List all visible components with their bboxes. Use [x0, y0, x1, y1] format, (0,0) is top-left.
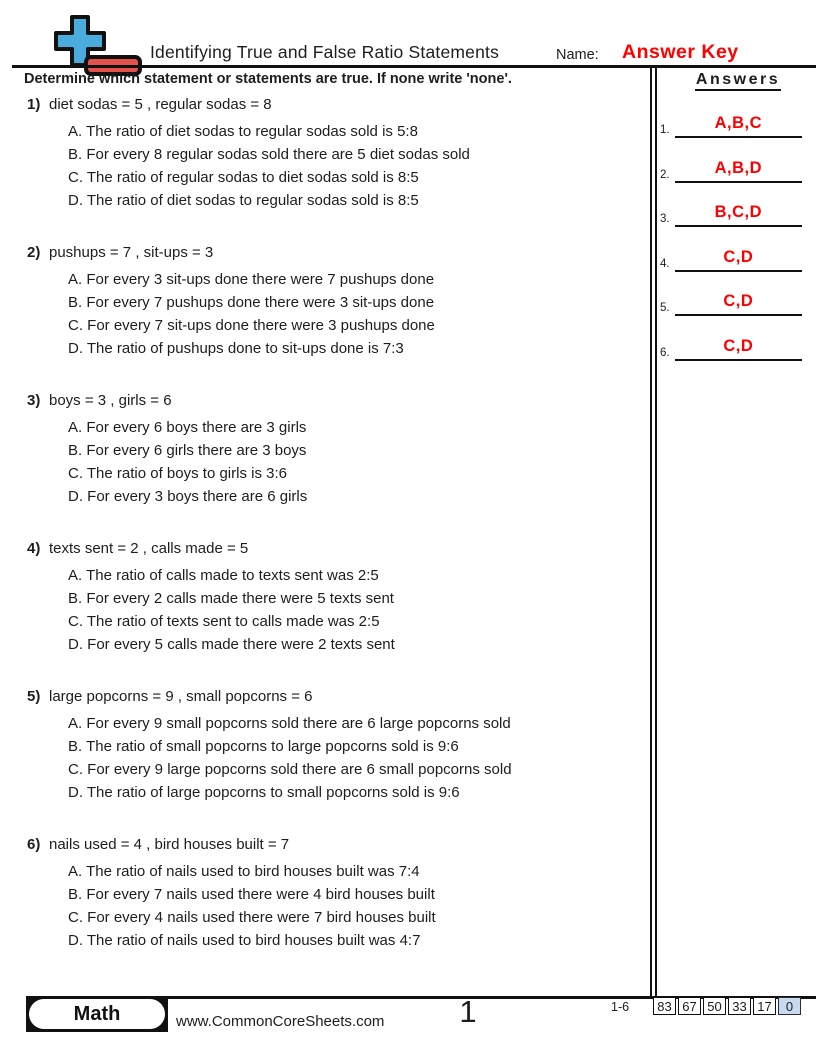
answer-number: 4.	[660, 258, 670, 270]
score-cell: 50	[703, 997, 726, 1015]
option-a: A. The ratio of nails used to bird houses built was 7:4	[68, 863, 420, 880]
answer-blank	[675, 203, 802, 227]
questions-list	[24, 93, 646, 981]
question-6	[24, 833, 646, 952]
option-d: D. For every 3 boys there are 6 girls	[68, 488, 308, 505]
answer-value: A,B,C	[714, 114, 762, 132]
commoncoresheets-logo	[50, 15, 150, 79]
question-number: 5)	[27, 688, 41, 705]
answer-number: 5.	[660, 302, 670, 314]
option-a: A. The ratio of calls made to texts sent was 2:5	[68, 567, 379, 584]
answer-blank	[675, 337, 802, 361]
question-number: 6)	[27, 836, 41, 853]
answer-blank	[675, 159, 802, 183]
answer-row-6	[660, 331, 802, 361]
question-statement: pushups = 7 , sit-ups = 3	[49, 244, 214, 261]
website-url: www.CommonCoreSheets.com	[176, 1013, 385, 1030]
question-statement: boys = 3 , girls = 6	[49, 392, 172, 409]
answer-row-5	[660, 286, 802, 316]
question-5	[24, 685, 646, 804]
option-b: B. For every 7 nails used there were 4 bird houses built	[68, 886, 435, 903]
option-d: D. The ratio of nails used to bird houses built was 4:7	[68, 932, 421, 949]
answer-value: C,D	[723, 248, 754, 266]
option-b: B. The ratio of small popcorns to large popcorns sold is 9:6	[68, 738, 459, 755]
question-number: 4)	[27, 540, 41, 557]
answers-title: Answers	[660, 71, 816, 89]
answer-value: A,B,D	[714, 159, 762, 177]
option-b: B. For every 6 girls there are 3 boys	[68, 442, 307, 459]
answer-blank	[675, 292, 802, 316]
score-cell: 67	[678, 997, 701, 1015]
question-3	[24, 389, 646, 508]
question-number: 3)	[27, 392, 41, 409]
option-b: B. For every 7 pushups done there were 3 sit-ups done	[68, 294, 435, 311]
page-number: 1	[459, 994, 477, 1029]
question-statement: diet sodas = 5 , regular sodas = 8	[49, 96, 272, 113]
option-a: A. For every 6 boys there are 3 girls	[68, 419, 307, 436]
option-c: C. For every 9 large popcorns sold there are 6 small popcorns sold	[68, 761, 512, 778]
answer-value: C,D	[723, 292, 754, 310]
answer-blank	[675, 114, 802, 138]
option-a: A. For every 9 small popcorns sold there are 6 large popcorns sold	[68, 715, 511, 732]
answer-key-text: Answer Key	[622, 41, 739, 63]
answer-row-3	[660, 197, 802, 227]
option-d: D. The ratio of large popcorns to small popcorns sold is 9:6	[68, 784, 460, 801]
worksheet-title: Identifying True and False Ratio Statements	[150, 42, 500, 62]
option-b: B. For every 8 regular sodas sold there are 5 diet sodas sold	[68, 146, 470, 163]
math-badge-label: Math	[29, 999, 165, 1029]
instruction-text: Determine which statement or statements are true. If none write 'none'.	[24, 71, 512, 87]
option-d: D. The ratio of diet sodas to regular sodas sold is 8:5	[68, 192, 419, 209]
question-1	[24, 93, 646, 212]
question-4	[24, 537, 646, 656]
answer-value: B,C,D	[714, 203, 762, 221]
question-2	[24, 241, 646, 360]
question-statement: large popcorns = 9 , small popcorns = 6	[49, 688, 313, 705]
answer-number: 1.	[660, 124, 670, 136]
answer-row-2	[660, 153, 802, 183]
score-cell-highlighted: 0	[778, 997, 801, 1015]
option-b: B. For every 2 calls made there were 5 texts sent	[68, 590, 394, 607]
option-c: C. The ratio of regular sodas to diet sodas sold is 8:5	[68, 169, 419, 186]
option-c: C. The ratio of texts sent to calls made was 2:5	[68, 613, 380, 630]
score-cell: 17	[753, 997, 776, 1015]
answer-row-1	[660, 108, 802, 138]
option-c: C. For every 4 nails used there were 7 bird houses built	[68, 909, 436, 926]
question-statement: texts sent = 2 , calls made = 5	[49, 540, 249, 557]
answer-number: 3.	[660, 213, 670, 225]
answer-blank	[675, 248, 802, 272]
answer-number: 2.	[660, 169, 670, 181]
answers-column-divider	[650, 66, 657, 997]
name-label: Name:	[556, 47, 599, 63]
question-number: 1)	[27, 96, 41, 113]
option-a: A. The ratio of diet sodas to regular sodas sold is 5:8	[68, 123, 418, 140]
answer-value: C,D	[723, 337, 754, 355]
math-subject-badge	[26, 996, 168, 1032]
question-statement: nails used = 4 , bird houses built = 7	[49, 836, 290, 853]
answer-row-4	[660, 242, 802, 272]
score-cell: 33	[728, 997, 751, 1015]
option-d: D. For every 5 calls made there were 2 texts sent	[68, 636, 395, 653]
question-number: 2)	[27, 244, 41, 261]
option-a: A. For every 3 sit-ups done there were 7 pushups done	[68, 271, 435, 288]
option-c: C. For every 7 sit-ups done there were 3 pushups done	[68, 317, 435, 334]
score-range-label: 1-6	[611, 1000, 630, 1014]
answer-number: 6.	[660, 347, 670, 359]
score-cell: 83	[653, 997, 676, 1015]
option-c: C. The ratio of boys to girls is 3:6	[68, 465, 287, 482]
score-table	[653, 997, 801, 1015]
option-d: D. The ratio of pushups done to sit-ups done is 7:3	[68, 340, 404, 357]
answers-panel	[660, 68, 816, 359]
